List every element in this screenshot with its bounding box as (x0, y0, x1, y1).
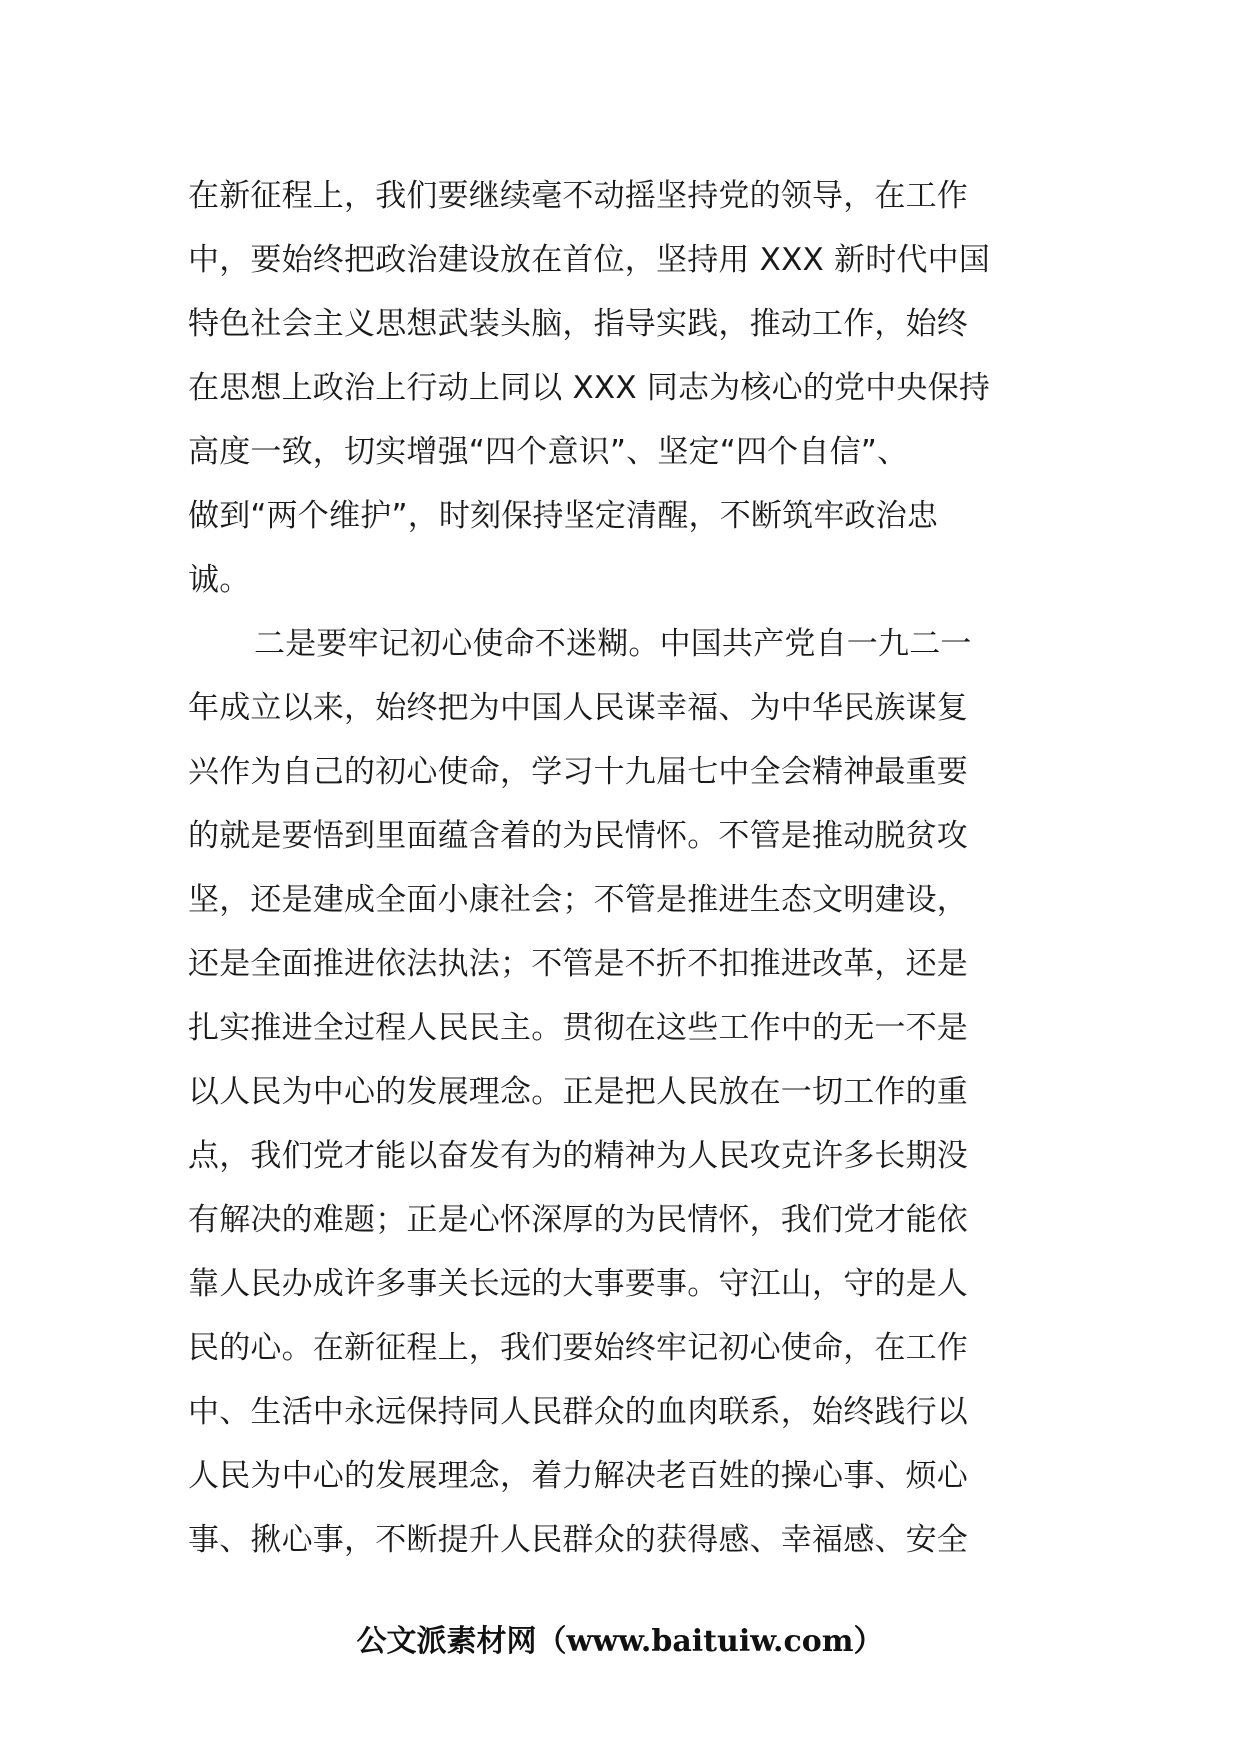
text-line: 中，要始终把政治建设放在首位，坚持用 XXX 新时代中国 (188, 242, 991, 278)
text-line: 靠人民办成许多事关长远的大事要事。守江山，守的是人 (188, 1266, 968, 1302)
text-line: 有解决的难题；正是心怀深厚的为民情怀，我们党才能依 (188, 1202, 968, 1238)
text-line: 以人民为中心的发展理念。正是把人民放在一切工作的重 (188, 1074, 968, 1110)
text-line: 的就是要悟到里面蕴含着的为民情怀。不管是推动脱贫攻 (188, 818, 968, 854)
text-line: 高度一致，切实增强“四个意识”、坚定“四个自信”、 (188, 434, 909, 470)
text-line: 还是全面推进依法执法；不管是不折不扣推进改革，还是 (188, 946, 968, 982)
text-line: 年成立以来，始终把为中国人民谋幸福、为中华民族谋复 (188, 690, 968, 726)
text-line: 做到“两个维护”，时刻保持坚定清醒，不断筑牢政治忠 (188, 498, 939, 534)
text-line: 在新征程上，我们要继续毫不动摇坚持党的领导，在工作 (188, 178, 968, 214)
text-line: 兴作为自己的初心使命，学习十九届七中全会精神最重要 (188, 754, 968, 790)
text-line: 特色社会主义思想武装头脑，指导实践，推动工作，始终 (188, 306, 968, 342)
text-line: 人民为中心的发展理念，着力解决老百姓的操心事、烦心 (188, 1458, 968, 1494)
text-line: 在思想上政治上行动上同以 XXX 同志为核心的党中央保持 (188, 370, 991, 406)
page-footer-source: 公文派素材网（www.baituiw.com） (356, 1624, 884, 1659)
text-line: 事、揪心事，不断提升人民群众的获得感、幸福感、安全 (188, 1522, 968, 1558)
text-line: 中、生活中永远保持同人民群众的血肉联系，始终践行以 (188, 1394, 968, 1430)
text-line: 民的心。在新征程上，我们要始终牢记初心使命，在工作 (188, 1330, 968, 1366)
text-line: 坚，还是建成全面小康社会；不管是推进生态文明建设， (188, 882, 968, 918)
document-body (188, 164, 1052, 1572)
text-line: 扎实推进全过程人民民主。贯彻在这些工作中的无一不是 (188, 1010, 968, 1046)
text-line: 诚。 (188, 562, 251, 598)
text-line: 点，我们党才能以奋发有为的精神为人民攻克许多长期没 (188, 1138, 968, 1174)
paragraph-start-line: 二是要牢记初心使命不迷糊。中国共产党自一九二一 (254, 626, 972, 662)
